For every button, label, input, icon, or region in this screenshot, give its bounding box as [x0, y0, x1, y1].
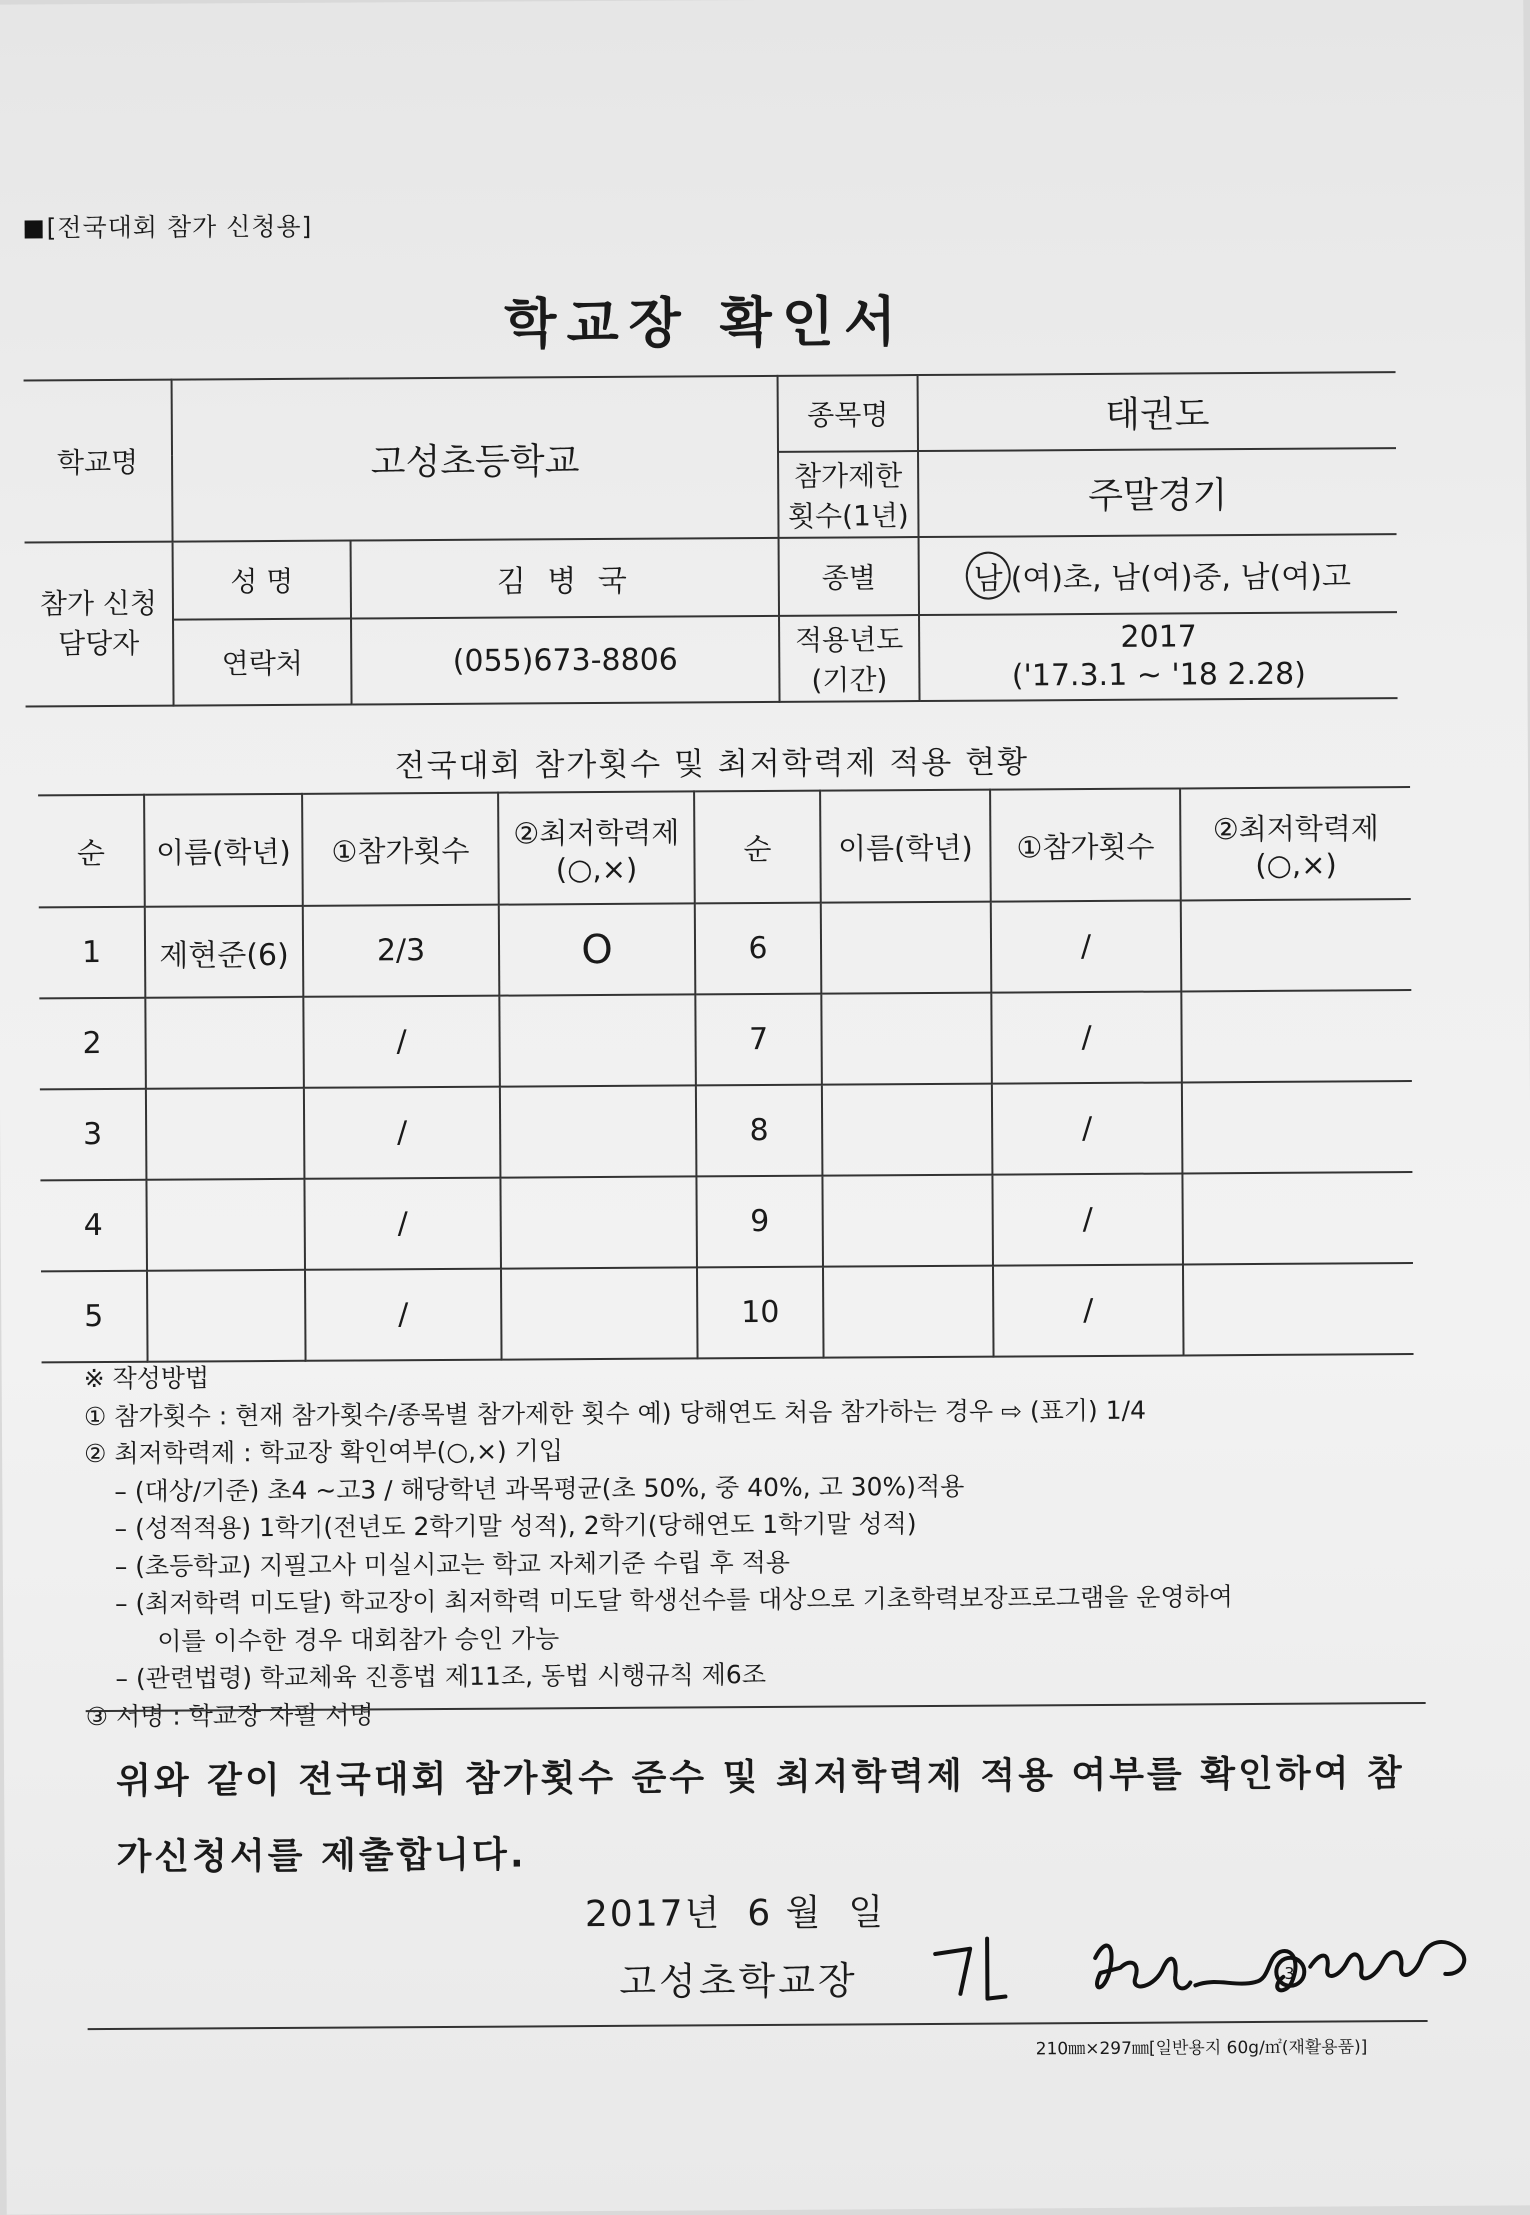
min-grade-mark	[1183, 1263, 1414, 1355]
divider	[88, 2020, 1428, 2030]
participation-count: /	[304, 1087, 501, 1179]
svg-text:3: 3	[1284, 1963, 1295, 1983]
header-min-grade: ②최저학력제 (○,×)	[1180, 787, 1411, 900]
date-day: 일	[848, 1892, 886, 1934]
paper-spec-footer: 210㎜×297㎜[일반용지 60g/㎡(재활용품)]	[1035, 2037, 1368, 2060]
notes-sub-2: – (성적적용) 1학기(전년도 2학기말 성적), 2학기(당해연도 1학기말 성적)	[114, 1509, 917, 1543]
school-label: 학교명	[24, 380, 173, 543]
notes-item-1: ① 참가횟수 : 현재 참가횟수/종목별 참가제한 횟수 예) 당해연도 처음 참가하는 경우 ⇨ (표기) 1/4	[83, 1395, 1147, 1431]
min-grade-mark	[1182, 1081, 1413, 1173]
document-title: 학교장 확인서	[504, 290, 907, 356]
school-name: 고성초등학교	[172, 376, 779, 542]
gender-value	[919, 534, 1397, 615]
notes-item-2: ② 최저학력제 : 학교장 확인여부(○,×) 기입	[84, 1436, 564, 1469]
header-no: 순	[38, 795, 145, 908]
notes-sub-4b: 이를 이수한 경우 대회참가 승인 가능	[157, 1623, 560, 1656]
header-count: ①참가횟수	[302, 793, 499, 906]
writing-instructions	[84, 1352, 1426, 1735]
confirmation-statement: 위와 같이 전국대회 참가횟수 준수 및 최저학력제 적용 여부를 확인하여 참가신청서를 제출합니다.	[115, 1753, 1405, 1878]
header-min-grade: ②최저학력제 (○,×)	[498, 791, 695, 904]
student-name	[146, 1179, 305, 1271]
event-label: 종목명	[778, 375, 918, 452]
row-number: 2	[39, 998, 146, 1090]
header-name: 이름(학년)	[820, 790, 991, 903]
gender-rest: (여)초, 남(여)중, 남(여)고	[1010, 559, 1351, 597]
phone-label: 연락처	[173, 619, 352, 706]
min-grade-mark: O	[499, 903, 696, 995]
participation-count: /	[305, 1269, 502, 1361]
period-value: ('17.3.1 ~ '18 2.28)	[1011, 656, 1307, 694]
row-number: 7	[695, 994, 822, 1086]
row-number: 8	[696, 1085, 823, 1177]
year-cell	[919, 612, 1398, 701]
min-grade-mark	[500, 1176, 697, 1268]
year-label: 적용년도 (기간)	[779, 615, 920, 702]
table-row	[39, 990, 1412, 1089]
min-grade-mark	[1181, 990, 1412, 1082]
header-note: [전국대회 참가 신청용]	[25, 207, 313, 245]
info-table	[24, 371, 1398, 707]
participation-count: /	[992, 1082, 1183, 1174]
participation-table	[38, 786, 1413, 1363]
name-label: 성 명	[173, 541, 351, 620]
event-value: 태권도	[918, 372, 1396, 451]
notes-sub-5: – (관련법령) 학교체육 진흥법 제11조, 동법 시행규칙 제6조	[115, 1660, 767, 1693]
min-grade-mark	[1182, 1172, 1413, 1264]
participation-count: /	[993, 1264, 1184, 1356]
min-grade-mark	[501, 1267, 698, 1359]
participation-count: /	[991, 991, 1182, 1083]
limit-label: 참가제한 횟수(1년)	[778, 451, 919, 538]
student-name: 제현준(6)	[145, 906, 304, 998]
row-number: 9	[696, 1176, 823, 1268]
student-name	[822, 1175, 993, 1267]
participation-count: 2/3	[303, 905, 500, 997]
row-number: 1	[39, 907, 146, 999]
notes-sub-4: – (최저학력 미도달) 학교장이 최저학력 미도달 학생선수를 대상으로 기초학력보장프로그램을 운영하여	[114, 1582, 1233, 1618]
student-name	[145, 997, 304, 1089]
student-name	[146, 1088, 305, 1180]
year-value: 2017	[1120, 619, 1197, 655]
name-value: 김 병 국	[351, 538, 779, 619]
min-grade-mark	[1181, 899, 1412, 991]
date-year: 2017년	[584, 1893, 722, 1936]
row-number: 4	[40, 1180, 147, 1272]
participation-count: /	[991, 900, 1182, 992]
header-name: 이름(학년)	[144, 794, 303, 907]
min-grade-mark	[499, 994, 696, 1086]
participation-count: /	[304, 1178, 501, 1270]
row-number: 3	[40, 1089, 147, 1181]
notes-heading: ※ 작성방법	[83, 1363, 210, 1394]
student-name	[821, 993, 992, 1085]
date-month: 6 월	[747, 1892, 823, 1935]
student-name	[823, 1266, 994, 1358]
header-no: 순	[694, 791, 821, 904]
table-row	[40, 1081, 1413, 1180]
min-grade-mark	[500, 1085, 697, 1177]
participation-count: /	[303, 996, 500, 1088]
gender-label: 종별	[779, 537, 919, 616]
gender-circled: 남	[966, 551, 1011, 599]
table-row	[40, 1172, 1413, 1271]
notes-sub-1: – (대상/기준) 초4 ~고3 / 해당학년 과목평균(초 50%, 중 40%, 고 30%)적용	[114, 1471, 965, 1506]
phone-value: (055)673-8806	[351, 616, 780, 705]
student-name	[822, 1084, 993, 1176]
participation-count: /	[992, 1173, 1183, 1265]
student-name	[821, 902, 992, 994]
notes-sub-3: – (초등학교) 지필고사 미실시교는 학교 자체기준 수립 후 적용	[114, 1547, 791, 1581]
limit-value: 주말경기	[918, 448, 1397, 537]
date-line	[585, 1884, 912, 1937]
table-row	[41, 1263, 1414, 1362]
contact-group-label: 참가 신청 담당자	[25, 542, 174, 707]
notes-item-3: ③ 서명 : 학교장 자필 서명	[85, 1699, 374, 1731]
principal-title: 고성초학교장	[619, 1958, 858, 2004]
row-number: 10	[697, 1267, 824, 1359]
section-title: 전국대회 참가횟수 및 최저학력제 적용 현황	[394, 744, 1030, 785]
table-row	[39, 899, 1412, 998]
row-number: 5	[41, 1271, 148, 1363]
black-square-icon	[25, 220, 43, 238]
header-count: ①참가횟수	[990, 788, 1181, 901]
row-number: 6	[695, 903, 822, 995]
handwritten-signature	[915, 1896, 1496, 2010]
student-name	[147, 1270, 306, 1362]
